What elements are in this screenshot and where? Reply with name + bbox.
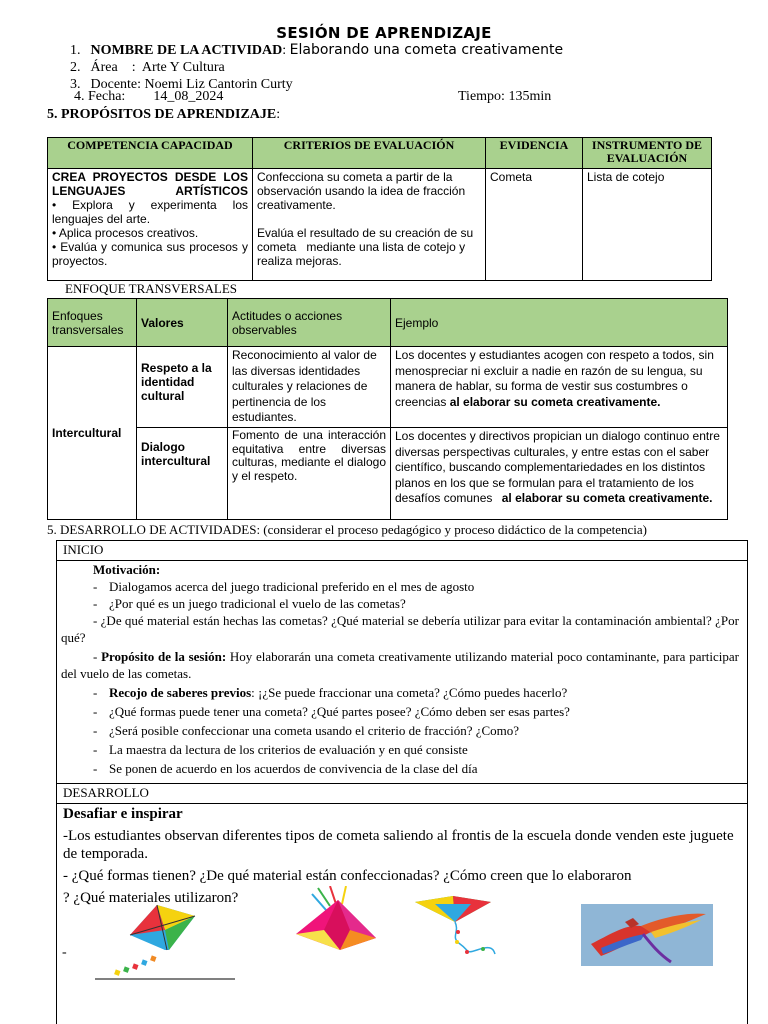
info-label: Docente: xyxy=(90,77,142,92)
inicio-item xyxy=(61,578,739,595)
info-num: 2. xyxy=(70,60,81,75)
inicio-label: INICIO xyxy=(57,541,747,561)
header-cell: COMPETENCIA CAPACIDAD xyxy=(48,138,253,169)
desarrollo-heading: 5. DESARROLLO DE ACTIVIDADES: (considerar el proceso pedagógico y proceso didáctico de la competencia) xyxy=(47,522,647,537)
info-value: Arte Y Cultura xyxy=(141,60,225,75)
capacidad-item: • Aplica procesos creativos. xyxy=(52,226,199,240)
info-fecha xyxy=(74,89,223,105)
ejemplo-bold: al elaborar su cometa creativamente. xyxy=(449,394,661,409)
ejemplo-cell xyxy=(391,428,728,520)
enfoque-cell: Intercultural xyxy=(48,347,137,520)
fecha-label: 4. Fecha: xyxy=(74,89,126,104)
item-text: La maestra da lectura de los criterios de evaluación y en qué consiste xyxy=(109,742,468,757)
kite-bows xyxy=(455,930,485,954)
competencia-title: CREA PROYECTOS DESDE LOS LENGUAJES ARTÍSTICOS xyxy=(52,170,248,198)
capacidad-item: • Explora y experimenta los lenguajes del arte. xyxy=(52,198,248,226)
competencia-table xyxy=(47,137,712,281)
item-text: Dialogamos acerca del juego tradicional preferido en el mes de agosto xyxy=(109,579,475,594)
page-title: SESIÓN DE APRENDIZAJE xyxy=(276,24,492,42)
ejemplo-bold: al elaborar su cometa creativamente. xyxy=(501,491,713,505)
capacidad-item: • Evalúa y comunica sus procesos y proyectos. xyxy=(52,240,248,268)
competencia-table-header xyxy=(48,138,712,169)
actitud-cell: Fomento de una interacción equitativa entre diversas culturas, mediante el dialogo y el respeto. xyxy=(228,428,391,520)
valor-cell: Dialogo intercultural xyxy=(137,428,228,520)
valor-cell: Respeto a la identidad cultural xyxy=(137,347,228,428)
enfoque-row xyxy=(48,428,728,520)
fecha-value: 14_08_2024 xyxy=(153,89,224,104)
sky-background xyxy=(581,904,713,966)
instrumento-cell: Lista de cotejo xyxy=(583,169,712,281)
item-text: : ¡¿Se puede fraccionar una cometa? ¿Cómo puedes hacerlo? xyxy=(251,685,568,700)
criterio-item: Evalúa el resultado de su creación de su cometa mediante una lista de cotejo y realiza mejoras. xyxy=(257,226,477,268)
kite-image-1 xyxy=(95,900,235,980)
info-tiempo: Tiempo: 135min xyxy=(458,89,552,104)
desafiar-text: Desafiar e inspirar xyxy=(63,806,183,822)
desarrollo-content xyxy=(57,804,747,907)
inicio-item xyxy=(61,595,739,612)
desarrollo-label: DESARROLLO xyxy=(57,784,747,804)
item-text: Se ponen de acuerdo en los acuerdos de convivencia de la clase del día xyxy=(109,761,478,776)
info-num: 1. xyxy=(70,43,81,58)
header-cell: INSTRUMENTO DE EVALUACIÓN xyxy=(583,138,712,169)
item-text: ¿De qué material están hechas las cometas? ¿Qué material se debería utilizar para evitar la contaminación ambiental? ¿Por qué? xyxy=(61,613,739,645)
ejemplo-text: Los docentes y estudiantes acogen con respeto a todos, sin menospreciar ni excluir a nadie en razón de su lengua, su manera de hablar, su forma de vestir sus costumbres o creencias xyxy=(395,348,714,409)
competencia-table-row xyxy=(48,169,712,281)
kite-photo-bird xyxy=(581,904,713,966)
header-cell: CRITERIOS DE EVALUACIÓN xyxy=(253,138,486,169)
inicio-item xyxy=(61,760,739,777)
item-bold: Propósito de la sesión: xyxy=(101,649,227,664)
kite-image-2 xyxy=(290,886,388,952)
motivacion-text: Motivación: xyxy=(93,562,161,577)
header-cell: Enfoques transversales xyxy=(48,299,137,347)
inicio-content xyxy=(57,561,747,784)
ejemplo-cell xyxy=(391,347,728,428)
header-cell: Ejemplo xyxy=(391,299,728,347)
enfoque-heading: ENFOQUE TRANSVERSALES xyxy=(65,281,238,296)
motivacion-label xyxy=(61,561,739,578)
ejemplo-text: Los docentes y directivos propician un dialogo continuo entre diversas perspectivas culturales, y entre estas con el saber científico, buscando complementariedades en los distintos planos en los que se formulan para el tratamiento de los desafíos comunes xyxy=(395,429,720,505)
propositos-heading-text: 5. PROPÓSITOS DE APRENDIZAJE xyxy=(47,107,277,122)
kite-tail xyxy=(455,922,495,954)
item-text: ¿Qué formas puede tener una cometa? ¿Qué partes posee? ¿Cómo deben ser esas partes? xyxy=(109,704,570,719)
inicio-item xyxy=(61,722,739,739)
criterios-cell xyxy=(253,169,486,281)
propositos-heading xyxy=(47,107,280,123)
kite-tail xyxy=(114,955,156,975)
inicio-item: - Propósito de la sesión: Hoy elaborarán una cometa creativamente utilizando material poco contaminante, para participar del vuelo de las cometas. xyxy=(61,649,739,681)
header-cell: Actitudes o acciones observables xyxy=(228,299,391,347)
info-value: Elaborando una cometa creativamente xyxy=(289,42,564,58)
info-area xyxy=(70,59,563,76)
info-num: 3. xyxy=(70,77,81,92)
desarrollo-p2: - ¿Qué formas tienen? ¿De qué material están confeccionadas? ¿Cómo creen que lo elaboraron xyxy=(63,868,632,884)
evidencia-cell: Cometa xyxy=(486,169,583,281)
desarrollo-p1: -Los estudiantes observan diferentes tipos de cometa saliendo al frontis de la escuela donde venden este juguete de temporada. xyxy=(63,828,734,862)
desafiar-label xyxy=(63,804,739,824)
item-text: Hoy elaborarán una cometa creativamente utilizando material poco contaminante, para participar del vuelo de las cometas. xyxy=(61,649,739,681)
inicio-item xyxy=(61,684,739,701)
item-text: ¿Será posible confeccionar una cometa usando el criterio de fracción? ¿Como? xyxy=(109,723,520,738)
propositos-colon: : xyxy=(276,107,281,122)
actitud-cell: Reconocimiento al valor de las diversas identidades culturales y relaciones de pertinencia de los estudiantes. xyxy=(228,347,391,428)
enfoque-table-header xyxy=(48,299,728,347)
info-label: Área xyxy=(90,60,118,75)
kite-image-3 xyxy=(405,892,500,962)
competencia-cell xyxy=(48,169,253,281)
info-sep: : xyxy=(117,60,142,75)
item-text: ¿Por qué es un juego tradicional el vuelo de las cometas? xyxy=(109,596,406,611)
criterio-item: Confecciona su cometa a partir de la observación usando la idea de fracción creativamente. xyxy=(257,170,466,212)
info-activity xyxy=(70,42,563,59)
info-value: Noemi Liz Cantorin Curty xyxy=(144,77,293,92)
enfoque-row xyxy=(48,347,728,428)
desarrollo-p3: ? ¿Qué materiales utilizaron? xyxy=(63,890,239,906)
inicio-item xyxy=(61,703,739,720)
info-label: NOMBRE DE LA ACTIVIDAD xyxy=(90,43,283,58)
info-list xyxy=(70,42,563,93)
inicio-item xyxy=(61,741,739,758)
header-cell: Valores xyxy=(137,299,228,347)
info-sep: : xyxy=(282,43,290,58)
enfoque-table xyxy=(47,298,728,520)
trailing-dash: - xyxy=(62,945,67,960)
inicio-item: - ¿De qué material están hechas las cometas? ¿Qué material se debería utilizar para evitar la contaminación ambiental? ¿Por qué? xyxy=(61,613,739,645)
header-cell: EVIDENCIA xyxy=(486,138,583,169)
item-bold: Recojo de saberes previos xyxy=(109,685,252,700)
